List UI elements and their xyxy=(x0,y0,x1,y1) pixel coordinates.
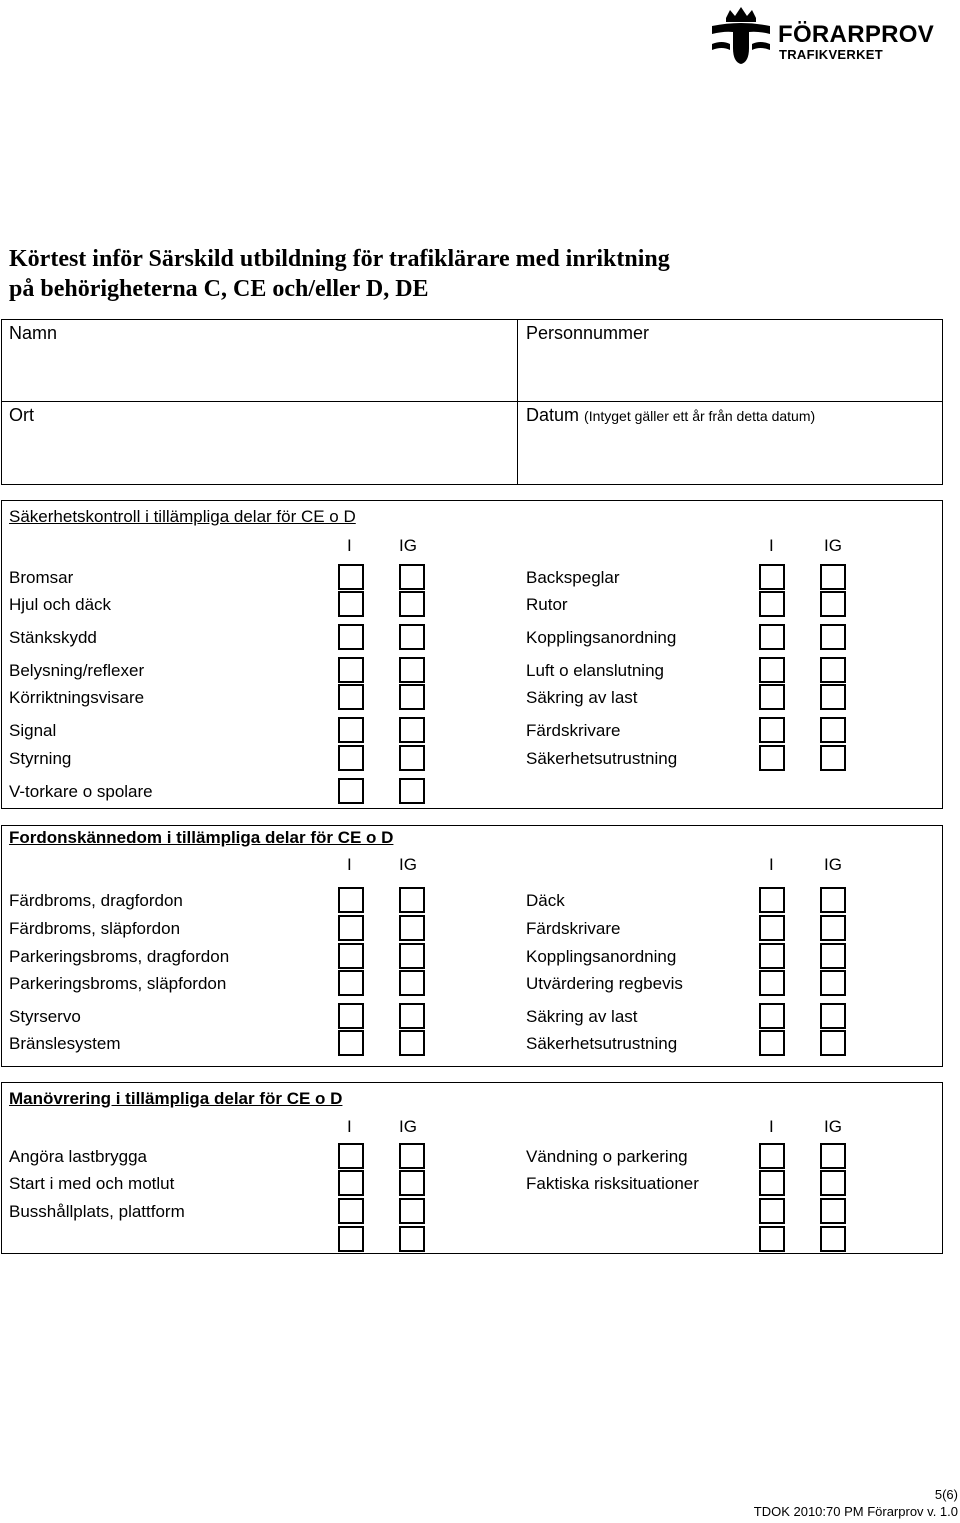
personal-info-form xyxy=(1,319,943,485)
item-label-left: Bränslesystem xyxy=(9,1034,121,1053)
checkbox-i[interactable] xyxy=(759,624,785,650)
namn-field[interactable]: Namn xyxy=(9,323,58,343)
checkbox-ig[interactable] xyxy=(399,1003,425,1029)
item-label-left: Hjul och däck xyxy=(9,595,112,614)
item-label-left: Busshållplats, plattform xyxy=(9,1202,185,1221)
checkbox-ig[interactable] xyxy=(820,1003,846,1029)
checkbox-i[interactable] xyxy=(338,915,364,941)
item-label-right: Säkring av last xyxy=(526,688,638,707)
item-label-left: Signal xyxy=(9,721,57,740)
item-label-left: Färdbroms, släpfordon xyxy=(9,919,181,938)
col-header-ig-left: IG xyxy=(399,1117,417,1136)
item-label-right: Kopplingsanordning xyxy=(526,947,677,966)
checkbox-i[interactable] xyxy=(759,915,785,941)
checkbox-i[interactable] xyxy=(759,1198,785,1224)
checkbox-i[interactable] xyxy=(759,1143,785,1169)
page-title-line-1: Körtest inför Särskild utbildning för trafiklärare med inriktning xyxy=(9,246,670,272)
item-label-right: Säkring av last xyxy=(526,1007,638,1026)
form-divider xyxy=(517,319,518,485)
form-row-divider xyxy=(1,401,943,402)
checkbox-i[interactable] xyxy=(338,624,364,650)
col-header-i-right: I xyxy=(769,536,774,555)
col-header-i-right: I xyxy=(769,855,774,874)
checkbox-i[interactable] xyxy=(338,684,364,710)
checkbox-ig[interactable] xyxy=(399,970,425,996)
checkbox-i[interactable] xyxy=(759,591,785,617)
page-number: 5(6) xyxy=(934,1487,958,1502)
item-label-right: Däck xyxy=(526,891,565,910)
col-header-i-left: I xyxy=(347,855,352,874)
checkbox-ig[interactable] xyxy=(820,915,846,941)
checkbox-ig[interactable] xyxy=(399,717,425,743)
section-title-fordonskannedom: Fordonskännedom i tillämpliga delar för CE o D xyxy=(9,828,394,847)
item-label-left: V-torkare o spolare xyxy=(9,782,153,801)
checkbox-ig[interactable] xyxy=(820,1226,846,1252)
checkbox-i[interactable] xyxy=(759,684,785,710)
item-label-right: Färdskrivare xyxy=(526,721,621,740)
checkbox-i[interactable] xyxy=(759,745,785,771)
item-label-right: Vändning o parkering xyxy=(526,1147,688,1166)
checkbox-ig[interactable] xyxy=(820,591,846,617)
checkbox-ig[interactable] xyxy=(399,943,425,969)
item-label-right: Kopplingsanordning xyxy=(526,628,677,647)
col-header-ig-right: IG xyxy=(824,1117,842,1136)
checkbox-ig[interactable] xyxy=(399,1198,425,1224)
checkbox-i[interactable] xyxy=(338,1226,364,1252)
checkbox-i[interactable] xyxy=(338,1003,364,1029)
item-label-right: Backspeglar xyxy=(526,568,620,587)
item-label-right: Färdskrivare xyxy=(526,919,621,938)
col-header-ig-right: IG xyxy=(824,536,842,555)
checkbox-i[interactable] xyxy=(759,887,785,913)
item-label-left: Start i med och motlut xyxy=(9,1174,175,1193)
col-header-i-left: I xyxy=(347,1117,352,1136)
checkbox-ig[interactable] xyxy=(820,657,846,683)
logo-name: FÖRARPROV xyxy=(778,21,935,48)
checkbox-i[interactable] xyxy=(338,970,364,996)
checkbox-i[interactable] xyxy=(338,657,364,683)
item-label-right: Utvärdering regbevis xyxy=(526,974,683,993)
checkbox-i[interactable] xyxy=(338,1170,364,1196)
col-header-ig-right: IG xyxy=(824,855,842,874)
item-label-right: Luft o elanslutning xyxy=(526,661,664,680)
item-label-left: Styrservo xyxy=(9,1007,81,1026)
checkbox-i[interactable] xyxy=(759,943,785,969)
item-label-left: Stänkskydd xyxy=(9,628,97,647)
item-label-left: Belysning/reflexer xyxy=(9,661,145,680)
checkbox-ig[interactable] xyxy=(820,943,846,969)
checkbox-ig[interactable] xyxy=(820,970,846,996)
item-label-left: Angöra lastbrygga xyxy=(9,1147,147,1166)
checkbox-i[interactable] xyxy=(338,887,364,913)
item-label-left: Körriktningsvisare xyxy=(9,688,145,707)
crown-emblem-icon xyxy=(708,4,774,70)
checkbox-ig[interactable] xyxy=(399,1143,425,1169)
checkbox-ig[interactable] xyxy=(820,684,846,710)
section-sakerhetskontroll xyxy=(1,500,943,809)
checkbox-ig[interactable] xyxy=(399,684,425,710)
checkbox-i[interactable] xyxy=(338,745,364,771)
item-label-left: Parkeringsbroms, släpfordon xyxy=(9,974,227,993)
checkbox-ig[interactable] xyxy=(820,564,846,590)
checkbox-i[interactable] xyxy=(338,1030,364,1056)
checkbox-i[interactable] xyxy=(338,778,364,804)
checkbox-ig[interactable] xyxy=(399,778,425,804)
checkbox-ig[interactable] xyxy=(820,624,846,650)
checkbox-i[interactable] xyxy=(759,970,785,996)
item-label-left: Parkeringsbroms, dragfordon xyxy=(9,947,230,966)
checkbox-ig[interactable] xyxy=(399,1226,425,1252)
checkbox-i[interactable] xyxy=(759,1030,785,1056)
checkbox-ig[interactable] xyxy=(399,591,425,617)
checkbox-i[interactable] xyxy=(759,564,785,590)
checkbox-ig[interactable] xyxy=(820,745,846,771)
col-header-i-left: I xyxy=(347,536,352,555)
checkbox-ig[interactable] xyxy=(399,1030,425,1056)
checkbox-ig[interactable] xyxy=(399,1170,425,1196)
section-title-sakerhetskontroll: Säkerhetskontroll i tillämpliga delar för CE o D xyxy=(9,507,356,526)
checkbox-i[interactable] xyxy=(759,657,785,683)
checkbox-i[interactable] xyxy=(338,943,364,969)
checkbox-i[interactable] xyxy=(759,1170,785,1196)
checkbox-i[interactable] xyxy=(759,1003,785,1029)
item-label-left: Styrning xyxy=(9,749,72,768)
col-header-i-right: I xyxy=(769,1117,774,1136)
checkbox-ig[interactable] xyxy=(399,564,425,590)
item-label-right: Faktiska risksituationer xyxy=(526,1174,699,1193)
checkbox-ig[interactable] xyxy=(399,887,425,913)
checkbox-i[interactable] xyxy=(338,564,364,590)
checkbox-ig[interactable] xyxy=(399,915,425,941)
datum-note: (Intyget gäller ett år från detta datum) xyxy=(584,408,816,424)
checkbox-ig[interactable] xyxy=(820,1143,846,1169)
checkbox-i[interactable] xyxy=(338,717,364,743)
col-header-ig-left: IG xyxy=(399,536,417,555)
page-title-line-2: på behörigheterna C, CE och/eller D, DE xyxy=(9,276,429,302)
datum-field[interactable] xyxy=(526,404,815,427)
datum-label: Datum xyxy=(526,405,580,425)
checkbox-i[interactable] xyxy=(338,591,364,617)
checkbox-ig[interactable] xyxy=(399,657,425,683)
checkbox-ig[interactable] xyxy=(399,624,425,650)
item-label-right: Säkerhetsutrustning xyxy=(526,749,678,768)
checkbox-i[interactable] xyxy=(759,1226,785,1252)
section-title-manovrering: Manövrering i tillämpliga delar för CE o D xyxy=(9,1089,343,1108)
checkbox-ig[interactable] xyxy=(820,1030,846,1056)
col-header-ig-left: IG xyxy=(399,855,417,874)
checkbox-ig[interactable] xyxy=(399,745,425,771)
checkbox-ig[interactable] xyxy=(820,717,846,743)
item-label-right: Rutor xyxy=(526,595,568,614)
checkbox-ig[interactable] xyxy=(820,1170,846,1196)
ort-field[interactable]: Ort xyxy=(9,405,34,425)
checkbox-i[interactable] xyxy=(338,1143,364,1169)
checkbox-ig[interactable] xyxy=(820,1198,846,1224)
logo-subtitle: TRAFIKVERKET xyxy=(779,47,883,62)
document-id: TDOK 2010:70 PM Förarprov v. 1.0 xyxy=(753,1504,958,1519)
checkbox-i[interactable] xyxy=(338,1198,364,1224)
checkbox-i[interactable] xyxy=(759,717,785,743)
item-label-right: Säkerhetsutrustning xyxy=(526,1034,678,1053)
checkbox-ig[interactable] xyxy=(820,887,846,913)
personnummer-field[interactable]: Personnummer xyxy=(526,323,650,343)
item-label-left: Färdbroms, dragfordon xyxy=(9,891,183,910)
item-label-left: Bromsar xyxy=(9,568,74,587)
